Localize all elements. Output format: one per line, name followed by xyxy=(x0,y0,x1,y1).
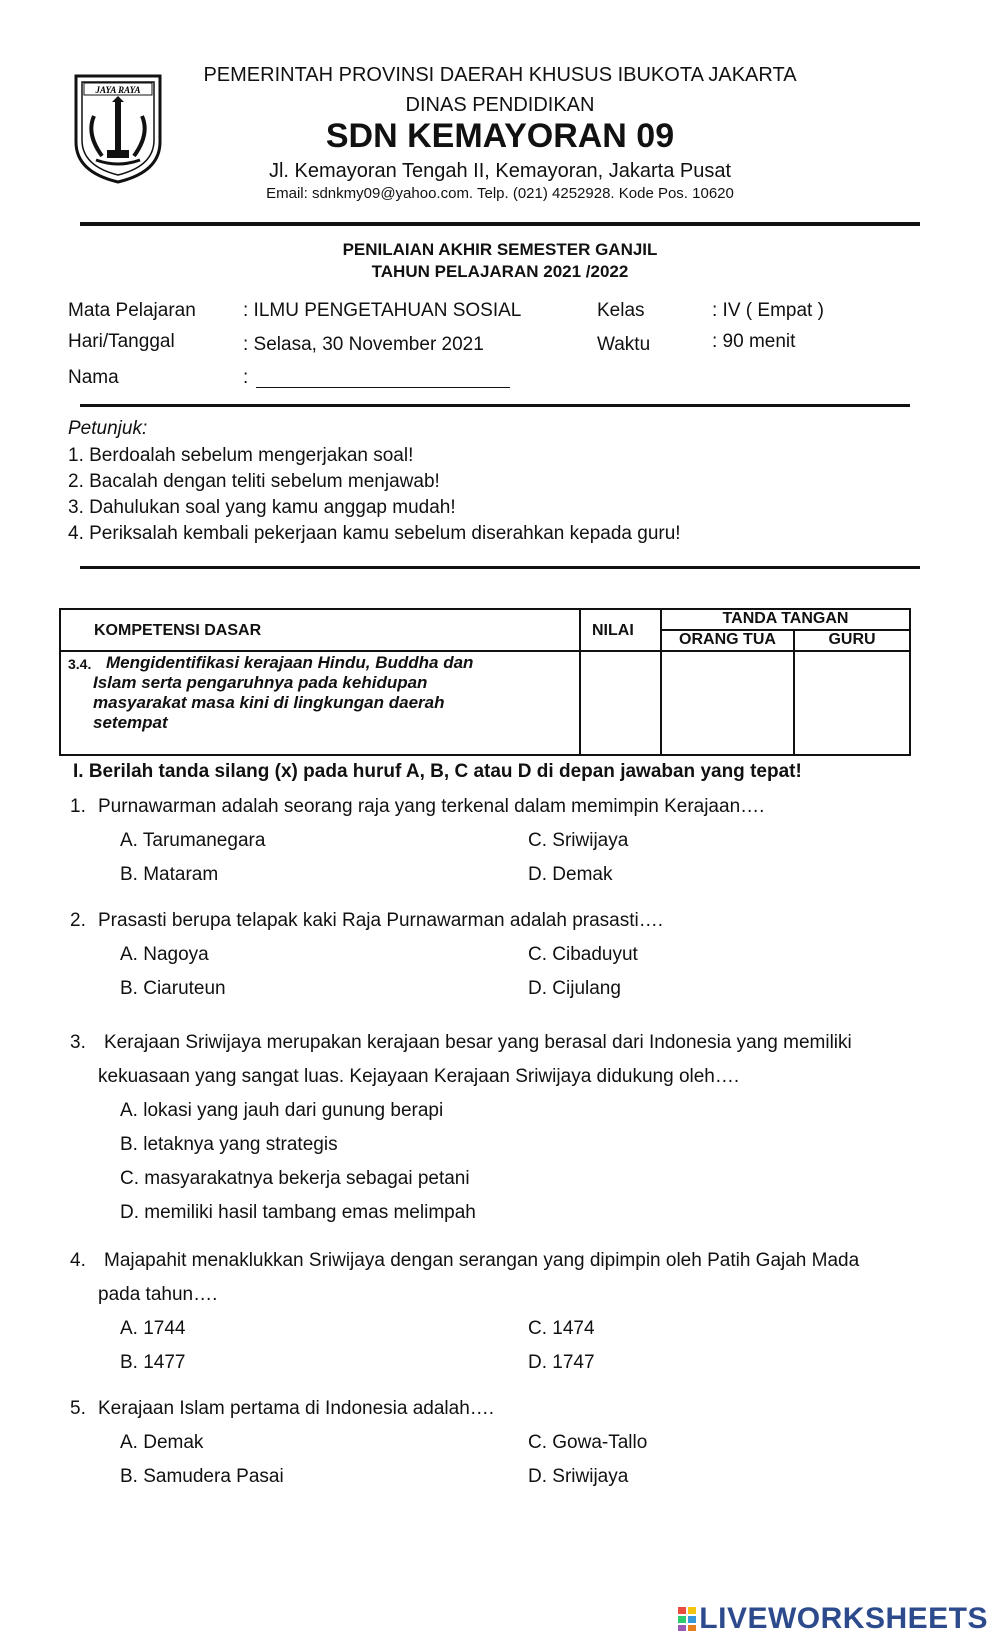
option-b[interactable]: B. Mataram xyxy=(120,864,219,885)
instruction-item: 1. Berdoalah sebelum mengerjakan soal! xyxy=(68,445,414,466)
question-text: pada tahun…. xyxy=(98,1284,218,1305)
question-text: Kerajaan Sriwijaya merupakan kerajaan besar yang berasal dari Indonesia yang memiliki xyxy=(104,1032,852,1053)
option-d[interactable]: D. Cijulang xyxy=(528,978,621,999)
option-a[interactable]: A. Demak xyxy=(120,1432,204,1453)
name-field[interactable] xyxy=(256,387,510,388)
parent-header: ORANG TUA xyxy=(679,631,776,648)
instruction-item: 3. Dahulukan soal yang kamu anggap mudah! xyxy=(68,497,456,518)
logo-text: JAYA RAYA xyxy=(95,85,141,95)
liveworksheets-logo-icon xyxy=(678,1605,696,1629)
header-department: DINAS PENDIDIKAN xyxy=(405,94,595,116)
option-c[interactable]: C. Cibaduyut xyxy=(528,944,638,965)
school-contact: Email: sdnkmy09@yahoo.com. Telp. (021) 4252928. Kode Pos. 10620 xyxy=(266,185,734,202)
date-label: Hari/Tanggal xyxy=(68,331,175,352)
option-a[interactable]: A. Nagoya xyxy=(120,944,209,965)
option-c[interactable]: C. masyarakatnya bekerja sebagai petani xyxy=(120,1168,470,1189)
option-c[interactable]: C. Gowa-Tallo xyxy=(528,1432,648,1453)
option-c[interactable]: C. Sriwijaya xyxy=(528,830,629,851)
instructions-heading: Petunjuk: xyxy=(68,418,148,439)
name-colon: : xyxy=(243,367,249,388)
time-label: Waktu xyxy=(597,334,651,355)
date-value: : Selasa, 30 November 2021 xyxy=(243,334,484,355)
question-text: Purnawarman adalah seorang raja yang terkenal dalam memimpin Kerajaan…. xyxy=(98,796,765,817)
option-b[interactable]: B. Samudera Pasai xyxy=(120,1466,284,1487)
liveworksheets-text: LIVEWORKSHEETS xyxy=(699,1602,988,1635)
kd-header: KOMPETENSI DASAR xyxy=(94,622,262,639)
option-a[interactable]: A. lokasi yang jauh dari gunung berapi xyxy=(120,1100,444,1121)
instruction-item: 4. Periksalah kembali pekerjaan kamu sebelum diserahkan kepada guru! xyxy=(68,523,681,544)
name-label: Nama xyxy=(68,367,119,388)
header-government: PEMERINTAH PROVINSI DAERAH KHUSUS IBUKOTA JAKARTA xyxy=(203,64,797,86)
question-text: Kerajaan Islam pertama di Indonesia adalah…. xyxy=(98,1398,495,1419)
kd-text-line: masyarakat masa kini di lingkungan daerah xyxy=(93,693,445,712)
liveworksheets-watermark xyxy=(678,1602,988,1636)
subject-value: : ILMU PENGETAHUAN SOSIAL xyxy=(243,300,522,321)
question-number: 2. xyxy=(70,910,86,931)
kd-number: 3.4. xyxy=(68,656,92,672)
question-number: 3. xyxy=(70,1032,86,1053)
question-number: 1. xyxy=(70,796,86,817)
school-name: SDN KEMAYORAN 09 xyxy=(325,117,675,155)
nilai-header: NILAI xyxy=(592,622,634,639)
competency-table xyxy=(59,608,911,756)
header-divider xyxy=(80,222,920,226)
signature-header: TANDA TANGAN xyxy=(722,610,849,627)
option-d[interactable]: D. Sriwijaya xyxy=(528,1466,629,1487)
option-b[interactable]: B. letaknya yang strategis xyxy=(120,1134,338,1155)
question-text: kekuasaan yang sangat luas. Kejayaan Kerajaan Sriwijaya didukung oleh…. xyxy=(98,1066,740,1087)
instructions-divider xyxy=(80,566,920,569)
option-b[interactable]: B. 1477 xyxy=(120,1352,186,1373)
option-d[interactable]: D. Demak xyxy=(528,864,613,885)
question-text: Prasasti berupa telapak kaki Raja Purnawarman adalah prasasti…. xyxy=(98,910,664,931)
school-address: Jl. Kemayoran Tengah II, Kemayoran, Jakarta Pusat xyxy=(268,160,732,182)
info-divider xyxy=(80,404,910,407)
option-c[interactable]: C. 1474 xyxy=(528,1318,595,1339)
option-d[interactable]: D. 1747 xyxy=(528,1352,595,1373)
question-number: 4. xyxy=(70,1250,86,1271)
question-number: 5. xyxy=(70,1398,86,1419)
kd-text-line: Mengidentifikasi kerajaan Hindu, Buddha dan xyxy=(106,653,474,672)
kd-text-line: setempat xyxy=(93,713,168,732)
instruction-item: 2. Bacalah dengan teliti sebelum menjawab! xyxy=(68,471,440,492)
option-d[interactable]: D. memiliki hasil tambang emas melimpah xyxy=(120,1202,476,1223)
exam-title: PENILAIAN AKHIR SEMESTER GANJIL xyxy=(342,240,658,259)
teacher-header: GURU xyxy=(828,631,876,648)
exam-year: TAHUN PELAJARAN 2021 /2022 xyxy=(371,262,629,281)
class-label: Kelas xyxy=(597,300,645,321)
option-a[interactable]: A. 1744 xyxy=(120,1318,186,1339)
class-value: : IV ( Empat ) xyxy=(712,300,824,321)
section-instruction: I. Berilah tanda silang (x) pada huruf A, B, C atau D di depan jawaban yang tepat! xyxy=(73,761,802,782)
option-a[interactable]: A. Tarumanegara xyxy=(120,830,266,851)
subject-label: Mata Pelajaran xyxy=(68,300,196,321)
option-b[interactable]: B. Ciaruteun xyxy=(120,978,226,999)
time-value: : 90 menit xyxy=(712,331,796,352)
kd-text-line: Islam serta pengaruhnya pada kehidupan xyxy=(93,673,428,692)
question-text: Majapahit menaklukkan Sriwijaya dengan serangan yang dipimpin oleh Patih Gajah Mada xyxy=(104,1250,860,1271)
